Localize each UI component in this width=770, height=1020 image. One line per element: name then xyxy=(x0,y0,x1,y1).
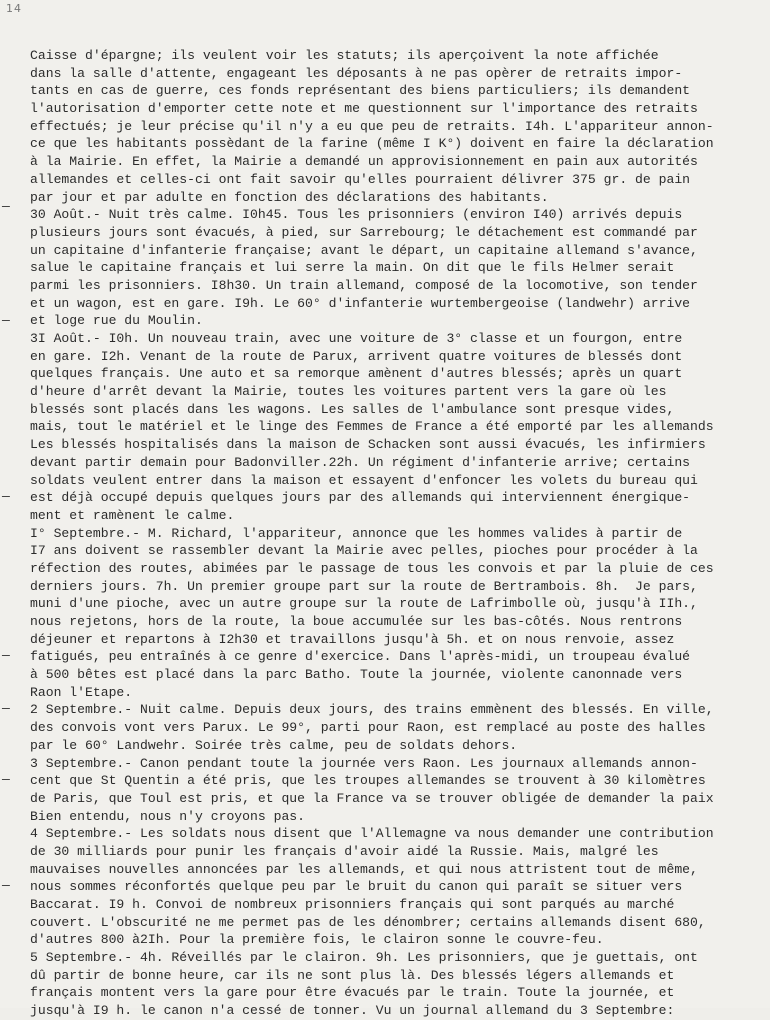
text-line: de 30 milliards pour punir les français d'avoir aidé la Russie. Mais, malgré les xyxy=(30,843,659,859)
text-line: muni d'une pioche, avec un autre groupe sur la route de Lafrimbolle où, jusqu'à IIh., xyxy=(30,596,698,612)
margin-mark: — xyxy=(2,313,10,328)
margin-mark: — xyxy=(2,772,10,787)
text-line: l'autorisation d'emporter cette note et me questionnent sur l'importance des retraits xyxy=(30,101,698,117)
text-line: tants en cas de guerre, ces fonds représentant des biens particuliers; ils demandent xyxy=(30,83,691,99)
text-line: déjeuner et repartons à I2h30 et travaillons jusqu'à 5h. et on nous renvoie, assez xyxy=(30,631,675,647)
text-line: allemandes et celles-ci ont fait savoir qu'elles pourraient délivrer 375 gr. de pain xyxy=(30,171,691,187)
text-line: blessés sont placés dans les wagons. Les salles de l'ambulance sont presque vides, xyxy=(30,401,675,417)
text-line: à 500 bêtes est placé dans la parc Batho. Toute la journée, violente canonnade vers xyxy=(30,667,683,683)
text-line: nous rejetons, hors de la route, la boue accumulée sur les bas-côtés. Nous rentrons xyxy=(30,614,683,629)
text-line: mauvaises nouvelles annoncées par les allemands, et qui nous attristent tout de même, xyxy=(30,861,698,877)
text-line: I° Septembre.- M. Richard, l'appariteur, annonce que les hommes valides à partir de xyxy=(30,525,683,541)
text-line: 4 Septembre.- Les soldats nous disent que l'Allemagne va nous demander une contribution xyxy=(30,826,714,842)
text-line: Baccarat. I9 h. Convoi de nombreux prisonniers français qui sont parqués au marché xyxy=(30,897,675,912)
text-line: et un wagon, est en gare. I9h. Le 60° d'infanterie wurtembergeoise (landwehr) arrive xyxy=(30,295,691,311)
text-line: nous sommes réconfortés quelque peu par le bruit du canon qui paraît se situer vers xyxy=(30,879,683,895)
text-line: et loge rue du Moulin. xyxy=(30,313,203,329)
text-line: un capitaine d'infanterie française; avant le départ, un capitaine allemand s'avance, xyxy=(30,242,698,258)
text-line: est déjà occupé depuis quelques jours par des allemands qui interviennent énergique- xyxy=(30,490,691,506)
text-line: d'heure d'arrêt devant la Mairie, toutes les voitures partent vers la gare où les xyxy=(30,384,667,400)
text-line: à la Mairie. En effet, la Mairie a demandé un approvisionnement en pain aux autorités xyxy=(30,154,698,170)
text-line: en gare. I2h. Venant de la route de Parux, arrivent quatre voitures de blessés dont xyxy=(30,348,683,364)
margin-mark: — xyxy=(2,648,10,663)
text-line: parmi les prisonniers. I8h30. Un train allemand, composé de la locomotive, son tender xyxy=(30,277,698,293)
text-line: Bien entendu, nous n'y croyons pas. xyxy=(30,808,306,824)
text-line: devant partir demain pour Badonviller.22h. Un régiment d'infanterie arrive; certains xyxy=(30,454,691,470)
typewritten-text xyxy=(30,47,750,1020)
text-line: Raon l'Etape. xyxy=(30,684,133,700)
text-line: de Paris, que Toul est pris, et que la France va se trouver obligée de demander la paix xyxy=(30,790,714,806)
text-line: des convois vont vers Parux. Le 99°, parti pour Raon, est remplacé au poste des halles xyxy=(30,720,706,736)
text-line: salue le capitaine français et lui serre la main. On dit que le fils Helmer serait xyxy=(30,260,675,276)
text-line: mais, tout le matériel et le linge des Femmes de France a été emporté par les allemands xyxy=(30,419,714,435)
text-line: couvert. L'obscurité ne me permet pas de les dénombrer; certains allemands disent 680, xyxy=(30,914,706,930)
text-line: jusqu'à I9 h. le canon n'a cessé de tonner. Vu un journal allemand du 3 Septembre: xyxy=(30,1003,675,1019)
text-line: 3I Août.- I0h. Un nouveau train, avec une voiture de 3° classe et un fourgon, entre xyxy=(30,331,683,346)
text-line: dû partir de bonne heure, car ils ne sont plus là. Des blessés légers allemands et xyxy=(30,967,675,983)
margin-mark: — xyxy=(2,489,10,504)
text-line: effectués; je leur précise qu'il n'y a eu que peu de retraits. I4h. L'appariteur annon- xyxy=(30,118,714,134)
text-line: Les blessés hospitalisés dans la maison de Schacken sont aussi évacués, les infirmiers xyxy=(30,437,706,453)
text-line: I7 ans doivent se rassembler devant la Mairie avec pelles, pioches pour procéder à la xyxy=(30,543,698,559)
text-line: ment et ramènent le calme. xyxy=(30,507,235,523)
page-number: 14 xyxy=(6,2,22,15)
text-line: 30 Août.- Nuit très calme. I0h45. Tous les prisonniers (environ I40) arrivés depuis xyxy=(30,207,683,223)
text-line: Caisse d'épargne; ils veulent voir les statuts; ils aperçoivent la note affichée xyxy=(30,48,659,63)
text-line: 2 Septembre.- Nuit calme. Depuis deux jours, des trains emmènent des blessés. En ville, xyxy=(30,702,714,718)
text-line: 3 Septembre.- Canon pendant toute la journée vers Raon. Les journaux allemands annon- xyxy=(30,755,698,771)
text-line: quelques français. Une auto et sa remorque amènent d'autres blessés; après un quart xyxy=(30,366,683,382)
text-line: par le 60° Landwehr. Soirée très calme, peu de soldats dehors. xyxy=(30,737,518,753)
text-line: fatigués, peu entraînés à ce genre d'exercice. Dans l'après-midi, un troupeau évalué xyxy=(30,649,691,665)
margin-mark: — xyxy=(2,878,10,893)
margin-mark: — xyxy=(2,199,10,214)
text-line: soldats veulent entrer dans la maison et essayent d'enfoncer les volets du bureau qui xyxy=(30,472,698,488)
text-line: cent que St Quentin a été pris, que les troupes allemandes se trouvent à 30 kilomètres xyxy=(30,773,706,789)
text-line: par jour et par adulte en fonction des déclarations des habitants. xyxy=(30,189,549,205)
text-line: 5 Septembre.- 4h. Réveillés par le clairon. 9h. Les prisonniers, que je guettais, ont xyxy=(30,950,698,966)
text-line: plusieurs jours sont évacués, à pied, sur Sarrebourg; le détachement est commandé par xyxy=(30,224,698,240)
margin-mark: — xyxy=(2,701,10,716)
text-line: ce que les habitants possèdant de la farine (même I K°) doivent en faire la déclaration xyxy=(30,136,714,152)
text-line: français montent vers la gare pour être évacués par le train. Toute la journée, et xyxy=(30,985,675,1001)
text-line: derniers jours. 7h. Un premier groupe part sur la route de Bertrambois. 8h. Je pars, xyxy=(30,578,698,594)
text-line: réfection des routes, abimées par le passage de tous les convois et par la pluie de ces xyxy=(30,560,714,576)
text-line: d'autres 800 à2Ih. Pour la première fois, le clairon sonne le couvre-feu. xyxy=(30,932,604,948)
text-line: dans la salle d'attente, engageant les déposants à ne pas opèrer de retraits impor- xyxy=(30,65,683,81)
